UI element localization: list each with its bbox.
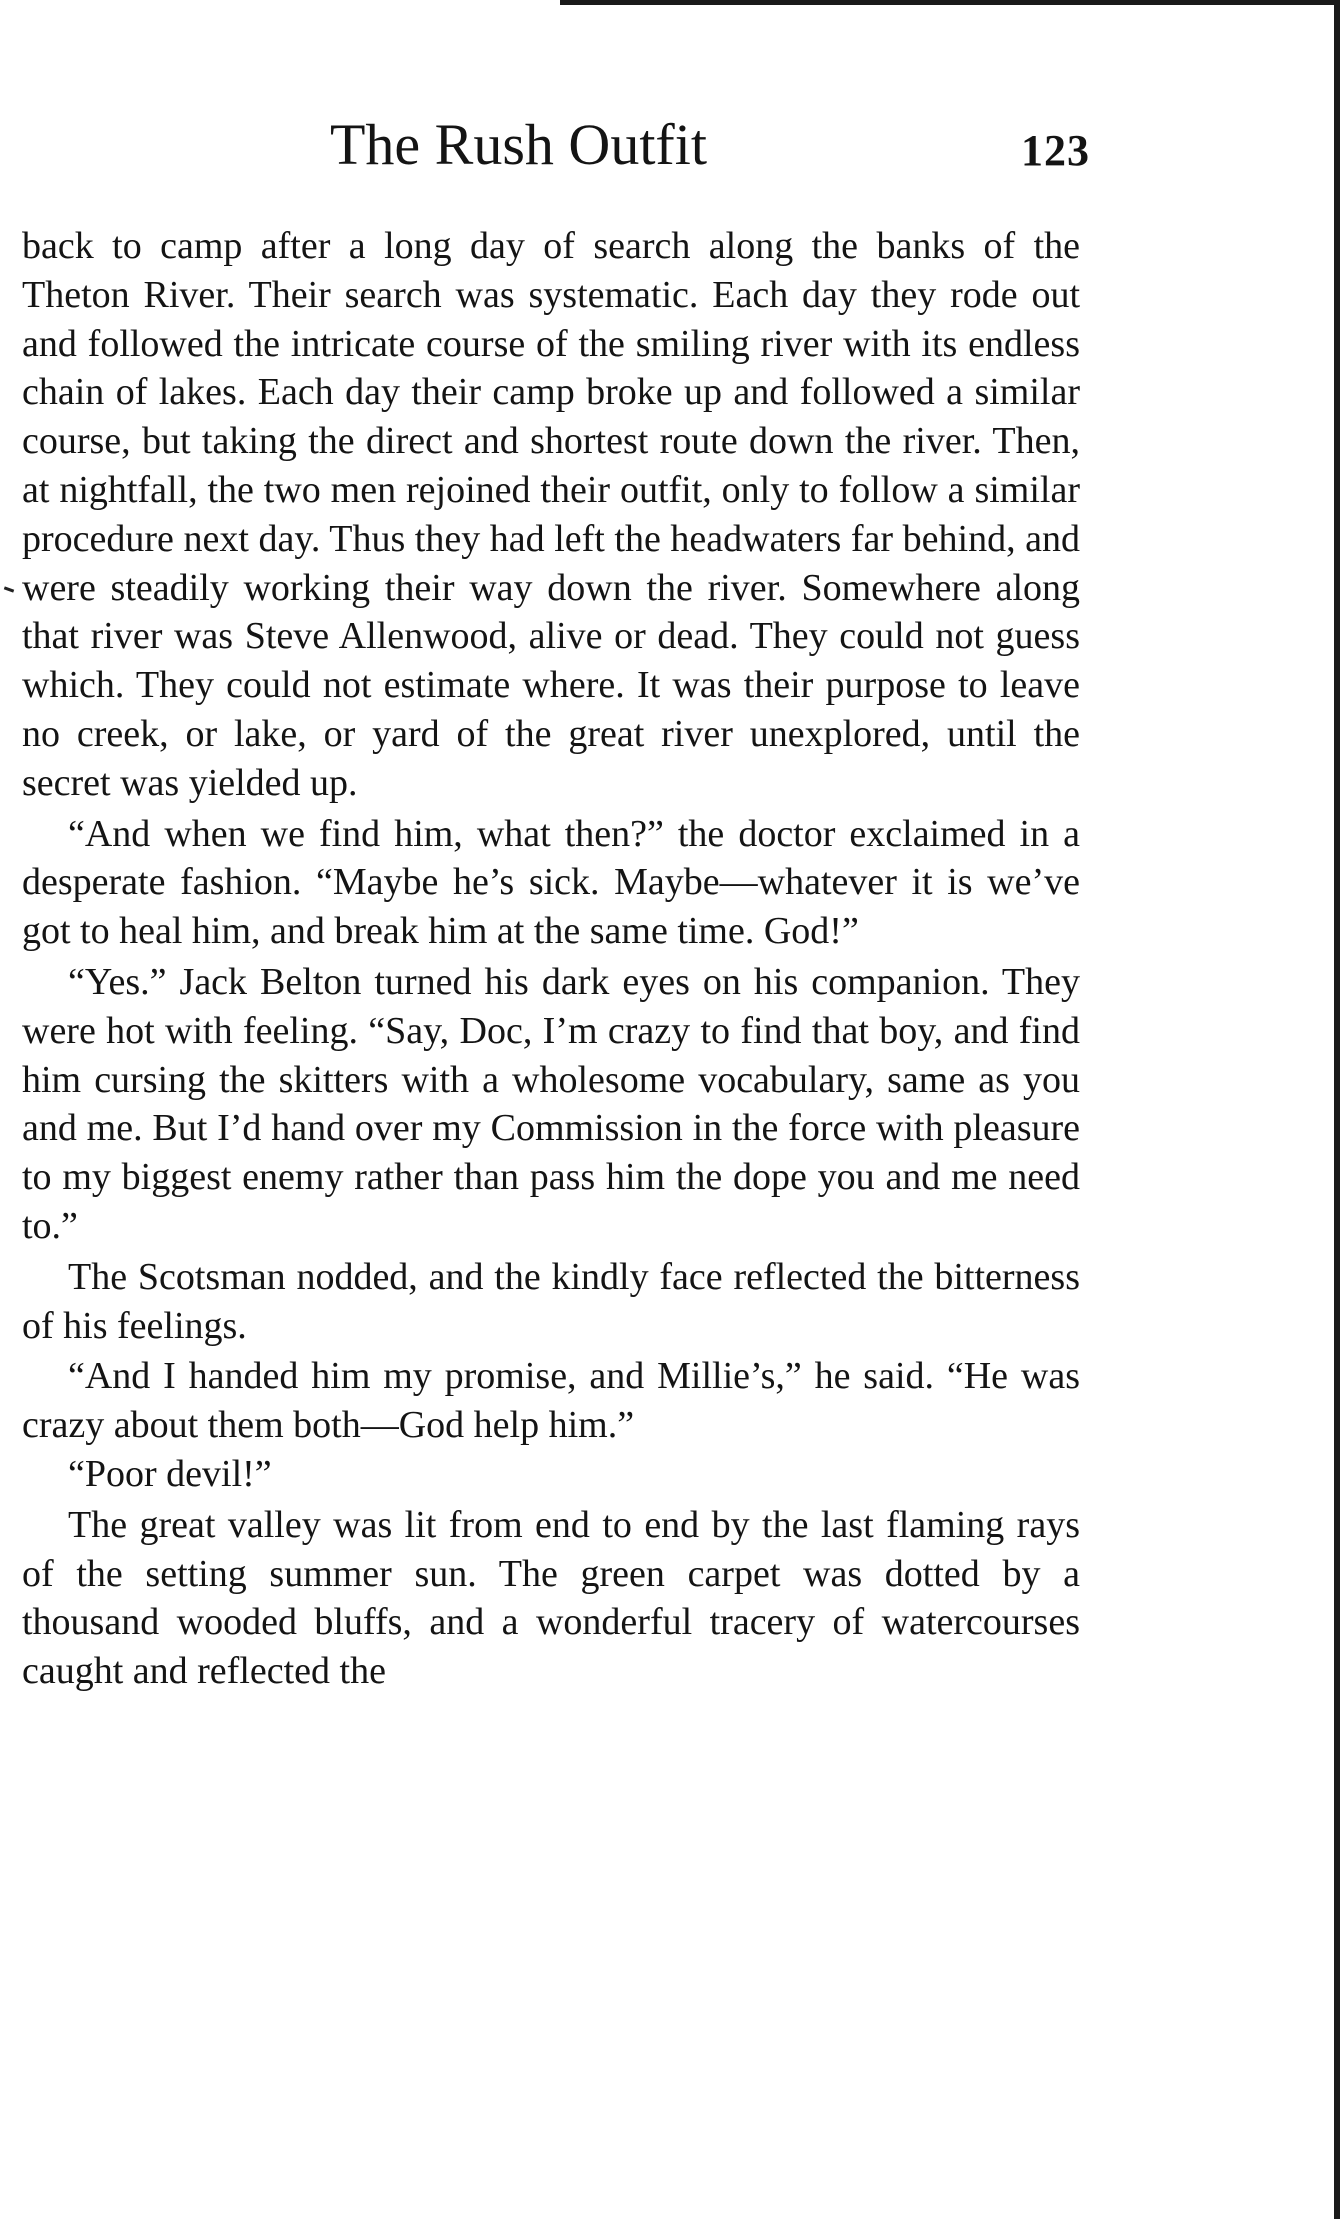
paragraph-1: back to camp after a long day of search along the banks of the Theton River. Their search was systematic. Each day they rode out and followed the intricate course of the smiling river with its endless chain of lakes. Each day their camp broke up and followed a similar course, but taking the direct and shortest route down the river. Then, at nightfall, the two men rejoined their outfit, only to follow a similar procedure next day. Thus they had left the headwaters far behind, and were steadily working their way down the river. Somewhere along that river was Steve Allenwood, alive or dead. They could not guess which. They could not estimate where. It was their purpose to leave no creek, or lake, or yard of the great river unexplored, until the secret was yielded up. bbox=[22, 225, 1080, 804]
paragraph-6: “Poor devil!” bbox=[68, 1452, 272, 1495]
page-header bbox=[330, 110, 1090, 180]
paragraph-3: “Yes.” Jack Belton turned his dark eyes on his companion. They were hot with feeling. “Say, Doc, I’m crazy to find that boy, and find him cursing the skitters with a wholesome vocabulary, same as you and me. But I’d hand over my Commission in the force with pleasure to my biggest enemy rather than pass him the dope you and me need to.” bbox=[22, 960, 1080, 1247]
paragraph-4: The Scotsman nodded, and the kindly face reflected the bitterness of his feelings. bbox=[22, 1255, 1080, 1347]
body-text bbox=[22, 222, 1080, 1696]
running-title: The Rush Outfit bbox=[330, 112, 707, 177]
page-edge-right bbox=[1334, 0, 1340, 2219]
paragraph-7: The great valley was lit from end to end by the last flaming rays of the setting summer sun. The green carpet was dotted by a thousand wooded bluffs, and a wonderful tracery of watercourses caught and reflected the bbox=[22, 1503, 1080, 1693]
page-number: 123 bbox=[1021, 126, 1090, 175]
paragraph-2: “And when we find him, what then?” the doctor exclaimed in a desperate fashion. “Maybe he’s sick. Maybe—whatever it is we’ve got to heal him, and break him at the same time. God!” bbox=[22, 812, 1080, 953]
margin-mark bbox=[4, 586, 14, 592]
paragraph-5: “And I handed him my promise, and Millie’s,” he said. “He was crazy about them both—God help him.” bbox=[22, 1355, 1080, 1447]
page-edge-top bbox=[560, 0, 1340, 5]
